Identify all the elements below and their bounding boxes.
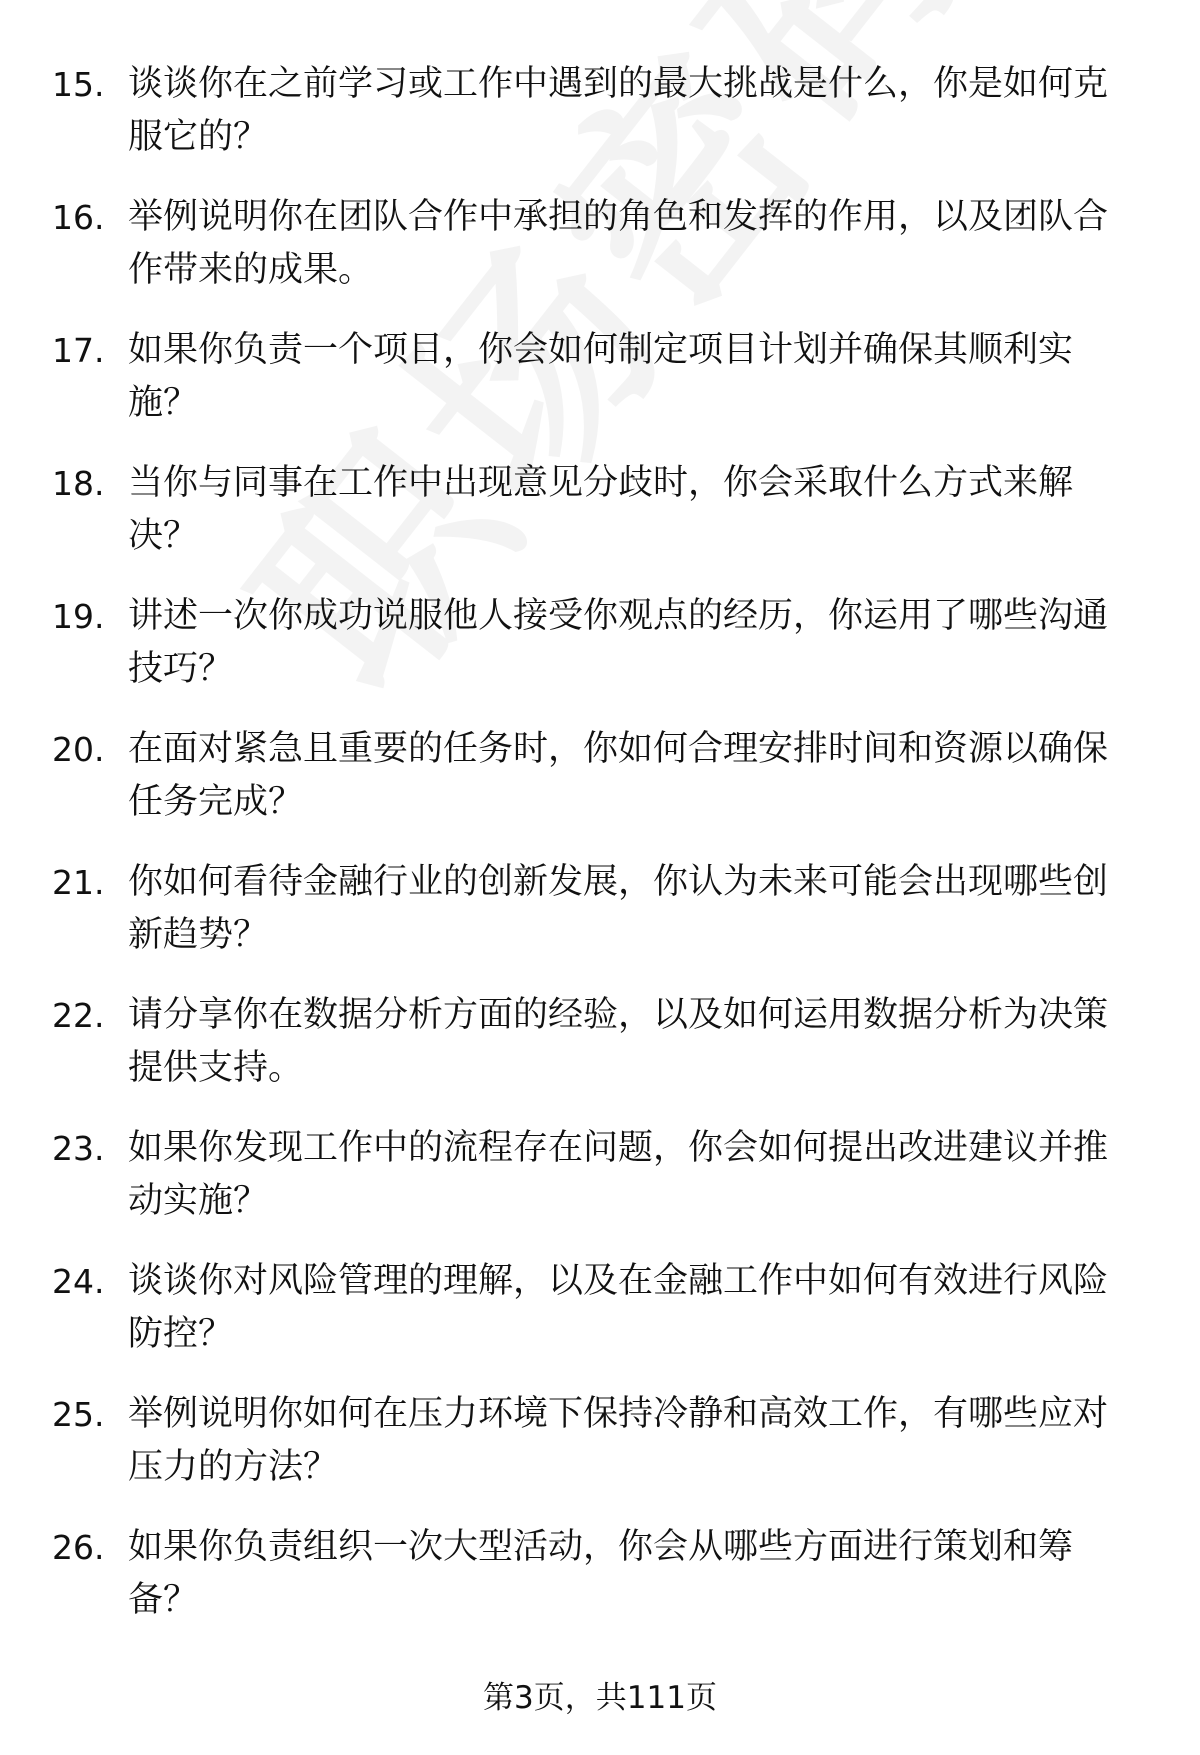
question-number: 18. (52, 464, 105, 503)
question-text: 谈谈你对风险管理的理解，以及在金融工作中如何有效进行风险防控？ (128, 1261, 1109, 1354)
question-number: 20. (52, 730, 105, 769)
question-text: 当你与同事在工作中出现意见分歧时，你会采取什么方式来解决？ (128, 463, 1074, 556)
question-number: 15. (52, 65, 105, 104)
list-item (0, 324, 1200, 457)
question-text: 如果你负责一个项目，你会如何制定项目计划并确保其顺利实施？ (128, 330, 1074, 423)
question-text: 谈谈你在之前学习或工作中遇到的最大挑战是什么，你是如何克服它的？ (128, 64, 1109, 157)
question-number: 22. (52, 996, 105, 1035)
list-item (0, 723, 1200, 856)
question-number: 19. (52, 597, 105, 636)
question-number: 21. (52, 863, 105, 902)
list-item (0, 856, 1200, 989)
question-text: 讲述一次你成功说服他人接受你观点的经历，你运用了哪些沟通技巧？ (128, 596, 1109, 689)
list-item (0, 590, 1200, 723)
question-text: 举例说明你在团队合作中承担的角色和发挥的作用，以及团队合作带来的成果。 (128, 197, 1109, 290)
question-text: 你如何看待金融行业的创新发展，你认为未来可能会出现哪些创新趋势？ (128, 862, 1109, 955)
question-text: 如果你发现工作中的流程存在问题，你会如何提出改进建议并推动实施？ (128, 1128, 1109, 1221)
list-item (0, 191, 1200, 324)
question-text: 在面对紧急且重要的任务时，你如何合理安排时间和资源以确保任务完成？ (128, 729, 1109, 822)
question-text: 如果你负责组织一次大型活动，你会从哪些方面进行策划和筹备？ (128, 1527, 1074, 1620)
list-item (0, 1122, 1200, 1255)
list-item (0, 1521, 1200, 1654)
question-number: 24. (52, 1262, 105, 1301)
list-item (0, 457, 1200, 590)
list-item (0, 989, 1200, 1122)
list-item (0, 1255, 1200, 1388)
question-text: 请分享你在数据分析方面的经验，以及如何运用数据分析为决策提供支持。 (128, 995, 1109, 1088)
question-text: 举例说明你如何在压力环境下保持冷静和高效工作，有哪些应对压力的方法？ (128, 1394, 1109, 1487)
question-number: 23. (52, 1129, 105, 1168)
question-list (0, 58, 1200, 1654)
list-item (0, 1388, 1200, 1521)
question-number: 26. (52, 1528, 105, 1567)
question-number: 25. (52, 1395, 105, 1434)
page-number: 第3页，共111页 (483, 1680, 717, 1716)
question-number: 17. (52, 331, 105, 370)
question-number: 16. (52, 198, 105, 237)
list-item (0, 58, 1200, 191)
